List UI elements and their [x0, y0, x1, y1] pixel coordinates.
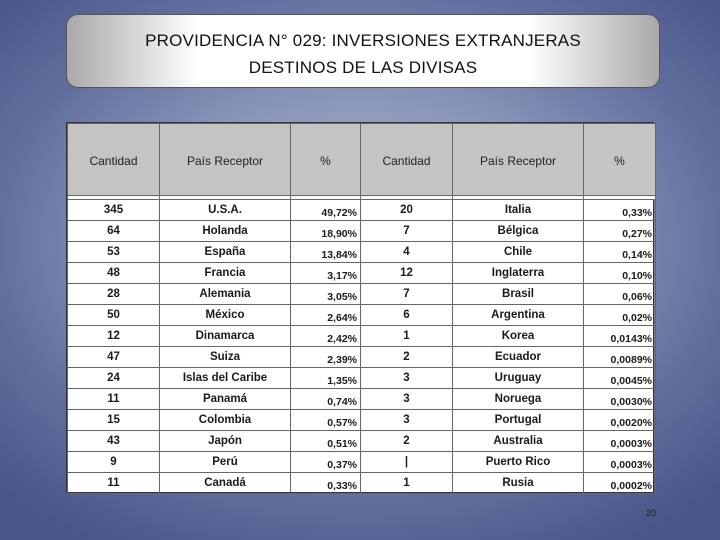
pais-cell: Canadá	[160, 473, 291, 494]
pais-cell: Uruguay	[453, 368, 584, 389]
pais-cell: Puerto Rico	[453, 452, 584, 473]
pais-cell: Inglaterra	[453, 263, 584, 284]
percent-cell: 0,51%	[291, 431, 361, 452]
pais-cell: Perú	[160, 452, 291, 473]
percent-cell: 18,90%	[291, 221, 361, 242]
pais-cell: España	[160, 242, 291, 263]
pais-cell: Australia	[453, 431, 584, 452]
percent-cell: 2,42%	[291, 326, 361, 347]
percent-cell: 0,57%	[291, 410, 361, 431]
percent-cell: 0,0089%	[584, 347, 656, 368]
pais-cell: U.S.A.	[160, 200, 291, 221]
cantidad-cell: 28	[68, 284, 160, 305]
cantidad-cell: 9	[68, 452, 160, 473]
pais-cell: Suiza	[160, 347, 291, 368]
percent-cell: 0,27%	[584, 221, 656, 242]
table-row	[68, 326, 656, 347]
cantidad-cell: 3	[361, 368, 453, 389]
cantidad-cell: 12	[361, 263, 453, 284]
pais-cell: Colombia	[160, 410, 291, 431]
pais-cell: Dinamarca	[160, 326, 291, 347]
percent-cell: 2,39%	[291, 347, 361, 368]
pais-cell: Chile	[453, 242, 584, 263]
pais-cell: Islas del Caribe	[160, 368, 291, 389]
cantidad-cell: 6	[361, 305, 453, 326]
cantidad-cell: 2	[361, 431, 453, 452]
percent-cell: 3,05%	[291, 284, 361, 305]
pais-cell: Francia	[160, 263, 291, 284]
cantidad-cell: 20	[361, 200, 453, 221]
percent-cell: 0,33%	[584, 200, 656, 221]
percent-cell: 1,35%	[291, 368, 361, 389]
cantidad-cell: 3	[361, 389, 453, 410]
pais-cell: Argentina	[453, 305, 584, 326]
cantidad-cell: 4	[361, 242, 453, 263]
page-number: 20	[646, 508, 657, 518]
table-header-row	[68, 124, 656, 196]
cantidad-cell: 1	[361, 473, 453, 494]
pais-cell: Alemania	[160, 284, 291, 305]
percent-cell: 0,0143%	[584, 326, 656, 347]
cantidad-cell: 12	[68, 326, 160, 347]
percent-cell: 2,64%	[291, 305, 361, 326]
cantidad-cell: 3	[361, 410, 453, 431]
percent-cell: 0,10%	[584, 263, 656, 284]
table-row	[68, 431, 656, 452]
cantidad-cell: 48	[68, 263, 160, 284]
cantidad-cell: |	[361, 452, 453, 473]
table-row	[68, 347, 656, 368]
table-row	[68, 305, 656, 326]
percent-cell: 0,33%	[291, 473, 361, 494]
table-row	[68, 242, 656, 263]
table-row	[68, 473, 656, 494]
cantidad-cell: 24	[68, 368, 160, 389]
cantidad-cell: 1	[361, 326, 453, 347]
pais-cell: Bélgica	[453, 221, 584, 242]
percent-cell: 0,0020%	[584, 410, 656, 431]
cantidad-cell: 7	[361, 221, 453, 242]
pais-cell: Noruega	[453, 389, 584, 410]
title-line-1: PROVIDENCIA N° 029: INVERSIONES EXTRANJERAS	[145, 31, 581, 50]
pais-cell: Portugal	[453, 410, 584, 431]
pais-cell: Brasil	[453, 284, 584, 305]
cantidad-cell: 43	[68, 431, 160, 452]
pais-cell: Panamá	[160, 389, 291, 410]
pais-cell: Korea	[453, 326, 584, 347]
cantidad-cell: 15	[68, 410, 160, 431]
cantidad-cell: 47	[68, 347, 160, 368]
header-cantidad-1: Cantidad	[68, 124, 160, 196]
percent-cell: 0,0003%	[584, 431, 656, 452]
pais-cell: Holanda	[160, 221, 291, 242]
table-row	[68, 452, 656, 473]
percent-cell: 0,02%	[584, 305, 656, 326]
table-row	[68, 410, 656, 431]
cantidad-cell: 64	[68, 221, 160, 242]
pais-cell: Rusia	[453, 473, 584, 494]
percent-cell: 0,14%	[584, 242, 656, 263]
investments-table	[66, 122, 654, 493]
table-row	[68, 263, 656, 284]
cantidad-cell: 345	[68, 200, 160, 221]
percent-cell: 0,74%	[291, 389, 361, 410]
title-box	[66, 14, 660, 88]
percent-cell: 0,0030%	[584, 389, 656, 410]
table-body	[68, 196, 656, 494]
table-row	[68, 368, 656, 389]
percent-cell: 0,0003%	[584, 452, 656, 473]
cantidad-cell: 7	[361, 284, 453, 305]
table-row	[68, 389, 656, 410]
percent-cell: 3,17%	[291, 263, 361, 284]
cantidad-cell: 2	[361, 347, 453, 368]
cantidad-cell: 53	[68, 242, 160, 263]
pais-cell: México	[160, 305, 291, 326]
table-row	[68, 221, 656, 242]
title-line-2: DESTINOS DE LAS DIVISAS	[248, 58, 478, 77]
percent-cell: 0,0045%	[584, 368, 656, 389]
pais-cell: Italia	[453, 200, 584, 221]
header-pais-1: País Receptor	[160, 124, 291, 196]
percent-cell: 0,37%	[291, 452, 361, 473]
percent-cell: 49,72%	[291, 200, 361, 221]
pais-cell: Ecuador	[453, 347, 584, 368]
header-percent-2: %	[584, 124, 656, 196]
header-percent-1: %	[291, 124, 361, 196]
cantidad-cell: 50	[68, 305, 160, 326]
pais-cell: Japón	[160, 431, 291, 452]
table-row	[68, 284, 656, 305]
header-pais-2: País Receptor	[453, 124, 584, 196]
percent-cell: 13,84%	[291, 242, 361, 263]
table-row	[68, 200, 656, 221]
cantidad-cell: 11	[68, 389, 160, 410]
percent-cell: 0,06%	[584, 284, 656, 305]
header-cantidad-2: Cantidad	[361, 124, 453, 196]
cantidad-cell: 11	[68, 473, 160, 494]
percent-cell: 0,0002%	[584, 473, 656, 494]
